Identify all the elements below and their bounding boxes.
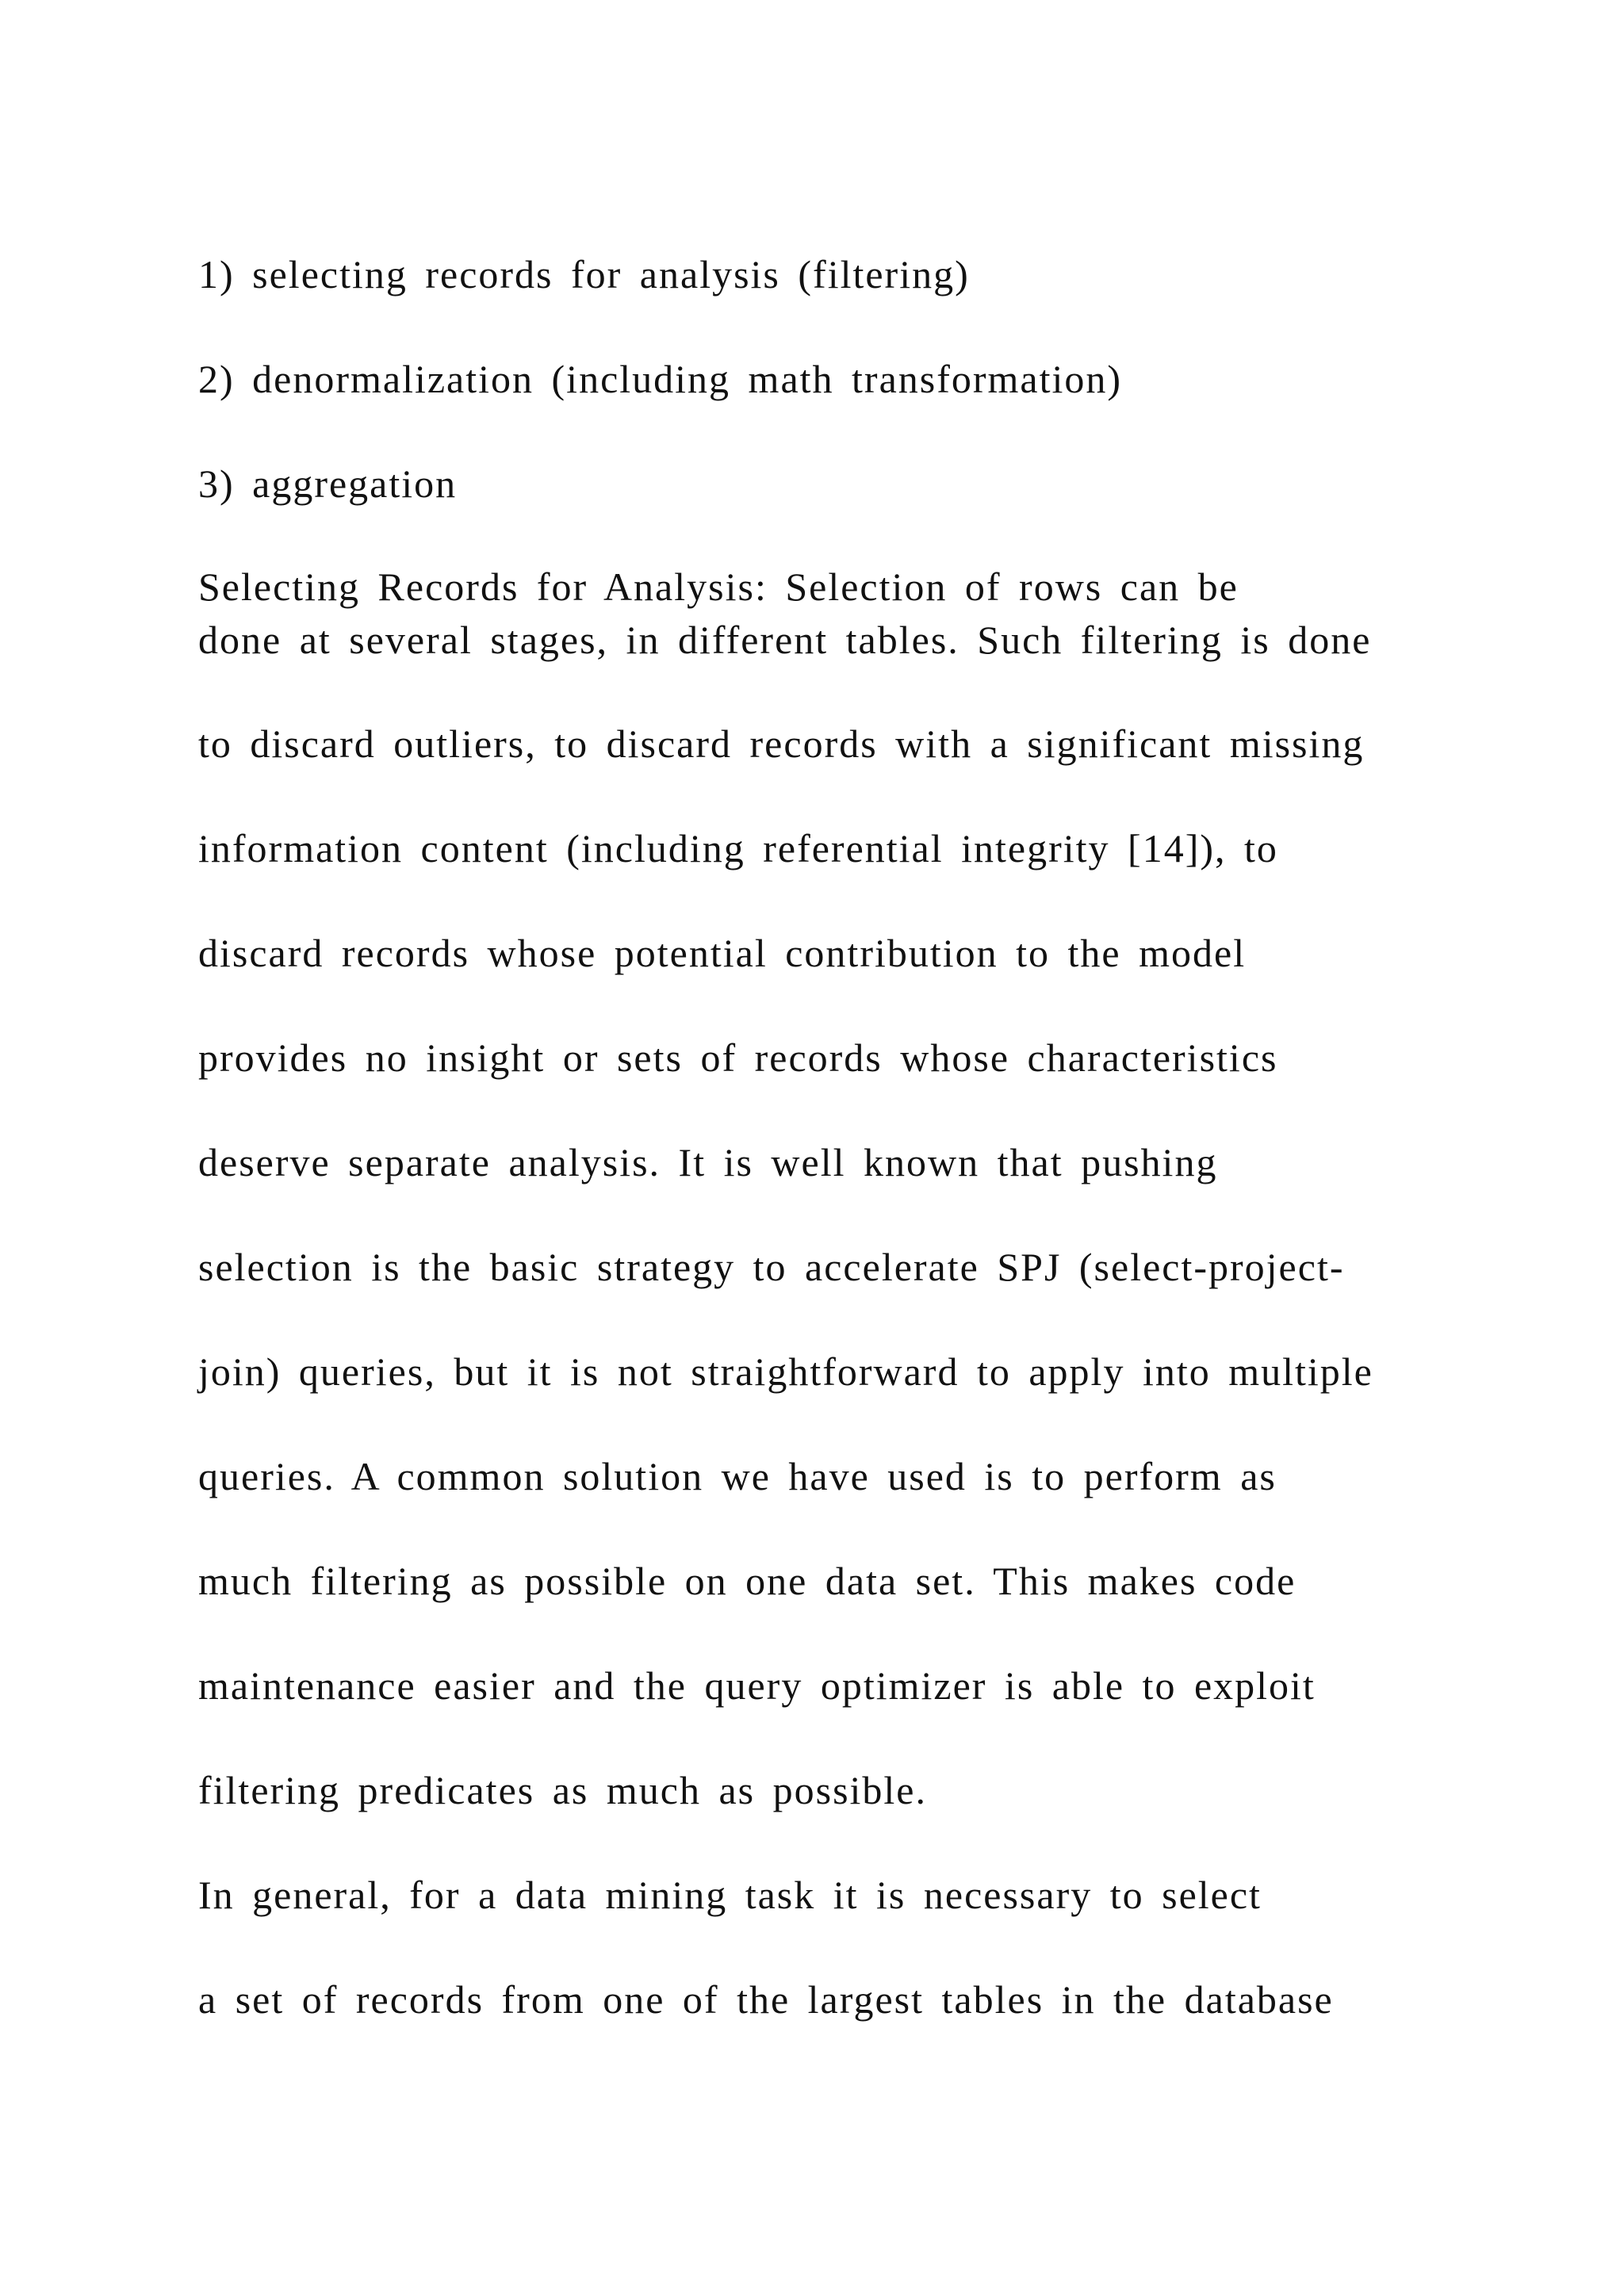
paragraph-line: filtering predicates as much as possible. [198, 1768, 927, 1812]
paragraph-line: In general, for a data mining task it is necessary to select [198, 1873, 1262, 1917]
paragraph-line: discard records whose potential contribution to the model [198, 931, 1247, 975]
paragraph-line: information content (including referential integrity [14]), to [198, 826, 1278, 871]
paragraph-line: much filtering as possible on one data set. This makes code [198, 1559, 1297, 1603]
list-item-denormalization: 2) denormalization (including math transformation) [198, 357, 1123, 401]
list-item-aggregation: 3) aggregation [198, 461, 458, 506]
paragraph-line: join) queries, but it is not straightforward to apply into multiple [198, 1349, 1373, 1394]
paragraph-line: deserve separate analysis. It is well known that pushing [198, 1140, 1218, 1184]
paragraph-line: maintenance easier and the query optimizer is able to exploit [198, 1663, 1316, 1708]
paragraph-line: to discard outliers, to discard records with a significant missing [198, 721, 1365, 766]
paragraph-line: a set of records from one of the largest tables in the database [198, 1977, 1334, 2022]
paragraph-line: done at several stages, in different tables. Such filtering is done [198, 618, 1372, 662]
list-item-filtering: 1) selecting records for analysis (filtering) [198, 252, 970, 297]
paragraph-line: selection is the basic strategy to accelerate SPJ (select-project- [198, 1245, 1345, 1289]
paragraph-line: Selecting Records for Analysis: Selection of rows can be [198, 564, 1239, 609]
paragraph-line: provides no insight or sets of records whose characteristics [198, 1035, 1278, 1080]
paragraph-line: queries. A common solution we have used is to perform as [198, 1454, 1277, 1498]
